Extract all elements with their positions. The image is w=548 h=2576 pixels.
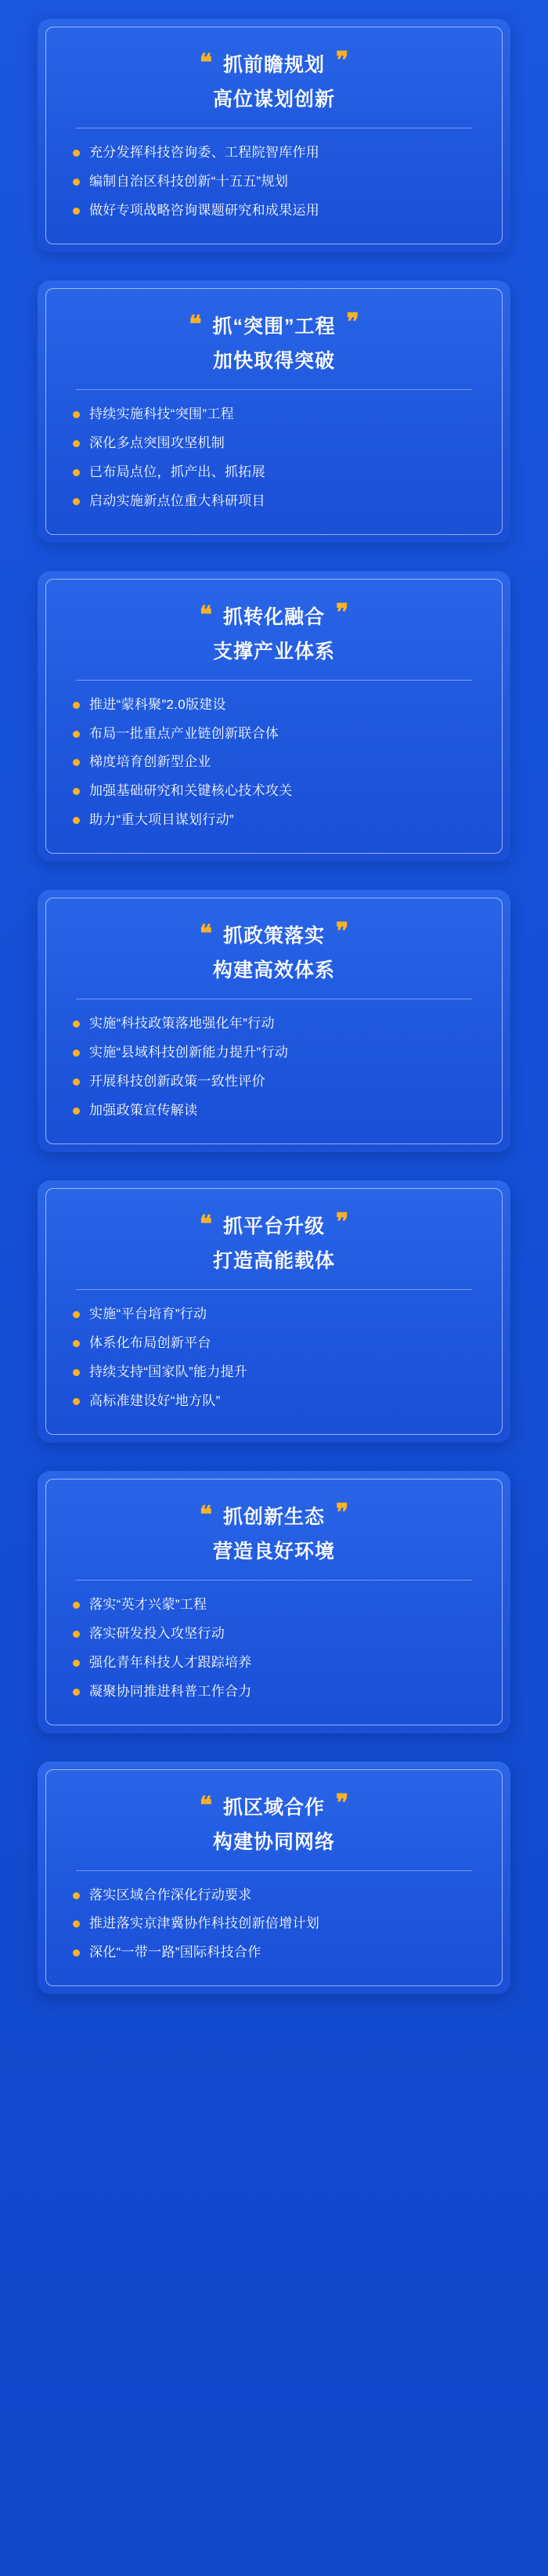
card-title-line1: 抓政策落实: [222, 925, 325, 948]
list-item: [73, 1654, 475, 1672]
bullet-dot-icon: [73, 788, 80, 795]
list-item-label: 梯度培育创新型企业: [89, 754, 211, 770]
info-card: [38, 1180, 510, 1443]
bullet-list: [73, 696, 475, 830]
quote-close-icon: ❞: [336, 1209, 349, 1235]
list-item: [73, 1102, 475, 1120]
bullet-dot-icon: [73, 150, 80, 157]
list-item-label: 深化多点突围攻坚机制: [89, 435, 225, 450]
list-item-label: 深化“一带一路”国际科技合作: [89, 1945, 261, 1960]
info-card-body: [45, 288, 503, 535]
list-item-label: 助力“重大项目谋划行动”: [89, 812, 234, 828]
info-card: [38, 571, 510, 862]
list-item-label: 落实区域合作深化行动要求: [89, 1887, 252, 1902]
quote-open-icon: ❝: [199, 602, 212, 628]
bullet-dot-icon: [73, 1369, 80, 1376]
info-card-body: [45, 1479, 503, 1725]
info-card-body: [45, 579, 503, 854]
list-item-label: 充分发挥科技咨询委、工程院智库作用: [89, 145, 320, 160]
card-header: [73, 599, 475, 675]
bullet-list: [73, 1015, 475, 1120]
info-card-body: [45, 1769, 503, 1987]
list-item: [73, 1306, 475, 1324]
card-divider: [76, 389, 472, 390]
list-item-label: 体系化布局创新平台: [89, 1335, 211, 1350]
list-item: [73, 1044, 475, 1062]
list-item: [73, 1944, 475, 1962]
card-title-line2: 构建协同网络: [212, 1830, 335, 1853]
card-header: [73, 1211, 475, 1284]
list-item: [73, 753, 475, 771]
list-item: [73, 1887, 475, 1905]
list-item: [73, 782, 475, 800]
list-item: [73, 493, 475, 511]
list-item: [73, 725, 475, 743]
bullet-dot-icon: [73, 1021, 80, 1028]
quote-close-icon: ❞: [336, 1790, 349, 1816]
bullet-dot-icon: [73, 1078, 80, 1086]
list-item-label: 开展科技创新政策一致性评价: [89, 1074, 265, 1089]
bullet-dot-icon: [73, 817, 80, 824]
list-item-label: 布局一批重点产业链创新联合体: [89, 725, 279, 741]
list-item-label: 编制自治区科技创新“十五五”规划: [89, 173, 289, 189]
list-item-label: 持续支持“国家队”能力提升: [89, 1364, 248, 1379]
bullet-dot-icon: [73, 440, 80, 447]
list-item: [73, 696, 475, 714]
quote-open-icon: ❝: [199, 1501, 212, 1528]
card-divider: [76, 680, 472, 681]
bullet-dot-icon: [73, 1660, 80, 1667]
bullet-dot-icon: [73, 469, 80, 476]
card-title-line1: 抓前瞻规划: [222, 54, 325, 76]
card-title-line2: 加快取得突破: [212, 349, 335, 372]
info-card: [38, 1761, 510, 1995]
list-item: [73, 435, 475, 453]
bullet-list: [73, 1887, 475, 1963]
card-title-row: [73, 599, 475, 630]
card-title-row: [73, 1501, 475, 1530]
card-title-row: [73, 1792, 475, 1820]
list-item-label: 高标准建设好“地方队”: [89, 1393, 221, 1408]
list-item-label: 落实研发投入攻坚行动: [89, 1625, 225, 1641]
card-header: [73, 920, 475, 994]
list-item-label: 落实“英才兴蒙”工程: [89, 1596, 207, 1612]
list-item-label: 强化青年科技人才跟踪培养: [89, 1654, 252, 1670]
list-item-label: 启动实施新点位重大科研项目: [89, 493, 265, 508]
card-header: [73, 49, 475, 123]
quote-open-icon: ❝: [199, 1792, 212, 1819]
list-item-label: 实施“平台培育”行动: [89, 1306, 207, 1321]
card-header: [73, 311, 475, 385]
bullet-dot-icon: [73, 1107, 80, 1115]
info-card: [38, 890, 510, 1152]
bullet-dot-icon: [73, 498, 80, 505]
card-divider: [76, 1870, 472, 1871]
list-item: [73, 464, 475, 482]
bullet-list: [73, 1306, 475, 1411]
info-card: [38, 19, 510, 252]
list-item: [73, 1596, 475, 1614]
quote-close-icon: ❞: [346, 309, 359, 335]
bullet-dot-icon: [73, 1050, 80, 1057]
list-item-label: 凝聚协同推进科普工作合力: [89, 1683, 252, 1699]
quote-close-icon: ❞: [336, 599, 349, 626]
list-item: [73, 1364, 475, 1382]
list-item-label: 加强基础研究和关键核心技术攻关: [89, 783, 293, 799]
list-item-label: 推进“蒙科聚”2.0版建设: [89, 696, 226, 712]
quote-close-icon: ❞: [336, 1499, 349, 1526]
card-divider: [76, 1289, 472, 1290]
list-item: [73, 1915, 475, 1933]
list-item: [73, 1335, 475, 1353]
list-item-label: 实施“县域科技创新能力提升”行动: [89, 1045, 289, 1060]
list-item: [73, 202, 475, 220]
card-title-line1: 抓区域合作: [222, 1796, 325, 1819]
info-card: [38, 1471, 510, 1733]
info-card-body: [45, 898, 503, 1144]
list-item: [73, 406, 475, 424]
list-item: [73, 1625, 475, 1643]
list-item-label: 加强政策宣传解读: [89, 1103, 198, 1118]
bullet-dot-icon: [73, 759, 80, 766]
card-title-line2: 打造高能载体: [212, 1250, 335, 1272]
card-title-row: [73, 311, 475, 339]
list-item: [73, 173, 475, 191]
quote-open-icon: ❝: [199, 921, 212, 948]
list-item: [73, 811, 475, 829]
bullet-dot-icon: [73, 1949, 80, 1956]
list-item-label: 实施“科技政策落地强化年”行动: [89, 1016, 275, 1031]
list-item-label: 推进落实京津冀协作科技创新倍增计划: [89, 1916, 320, 1931]
list-item-label: 做好专项战略咨询课题研究和成果运用: [89, 202, 320, 218]
bullet-dot-icon: [73, 1602, 80, 1609]
bullet-dot-icon: [73, 731, 80, 738]
bullet-dot-icon: [73, 1398, 80, 1405]
quote-open-icon: ❝: [199, 50, 212, 76]
card-title-line2: 支撑产业体系: [212, 640, 335, 663]
card-title-line2: 构建高效体系: [212, 959, 335, 982]
bullet-dot-icon: [73, 208, 80, 215]
card-title-line2: 高位谋划创新: [212, 89, 335, 110]
card-header: [73, 1792, 475, 1866]
info-card-body: [45, 1188, 503, 1435]
list-item: [73, 1073, 475, 1091]
card-title-line1: 抓平台升级: [222, 1216, 325, 1237]
quote-close-icon: ❞: [336, 919, 349, 945]
bullet-dot-icon: [73, 1311, 80, 1318]
card-title-row: [73, 49, 475, 78]
bullet-dot-icon: [73, 179, 80, 186]
list-item-label: 已布局点位，抓产出、抓拓展: [89, 464, 265, 479]
list-item-label: 持续实施科技“突围”工程: [89, 406, 234, 421]
bullet-list: [73, 1596, 475, 1701]
card-divider: [76, 1580, 472, 1581]
bullet-dot-icon: [73, 702, 80, 709]
card-header: [73, 1501, 475, 1575]
bullet-list: [73, 144, 475, 220]
list-item: [73, 1683, 475, 1701]
bullet-dot-icon: [73, 1340, 80, 1347]
card-title-row: [73, 1211, 475, 1239]
card-title-line1: 抓“突围”工程: [212, 315, 336, 338]
card-title-line1: 抓转化融合: [222, 605, 325, 628]
bullet-dot-icon: [73, 1689, 80, 1696]
list-item: [73, 144, 475, 162]
bullet-dot-icon: [73, 1631, 80, 1638]
info-card-body: [45, 27, 503, 244]
card-title-line1: 抓创新生态: [222, 1505, 325, 1528]
bullet-dot-icon: [73, 411, 80, 418]
list-item: [73, 1393, 475, 1411]
info-card: [38, 280, 510, 543]
list-item: [73, 1015, 475, 1033]
bullet-dot-icon: [73, 1920, 80, 1927]
quote-open-icon: ❝: [189, 311, 202, 338]
card-title-line2: 营造良好环境: [212, 1540, 335, 1563]
bullet-dot-icon: [73, 1892, 80, 1899]
bullet-list: [73, 406, 475, 511]
card-title-row: [73, 920, 475, 948]
quote-open-icon: ❝: [199, 1212, 212, 1237]
quote-close-icon: ❞: [336, 48, 349, 74]
